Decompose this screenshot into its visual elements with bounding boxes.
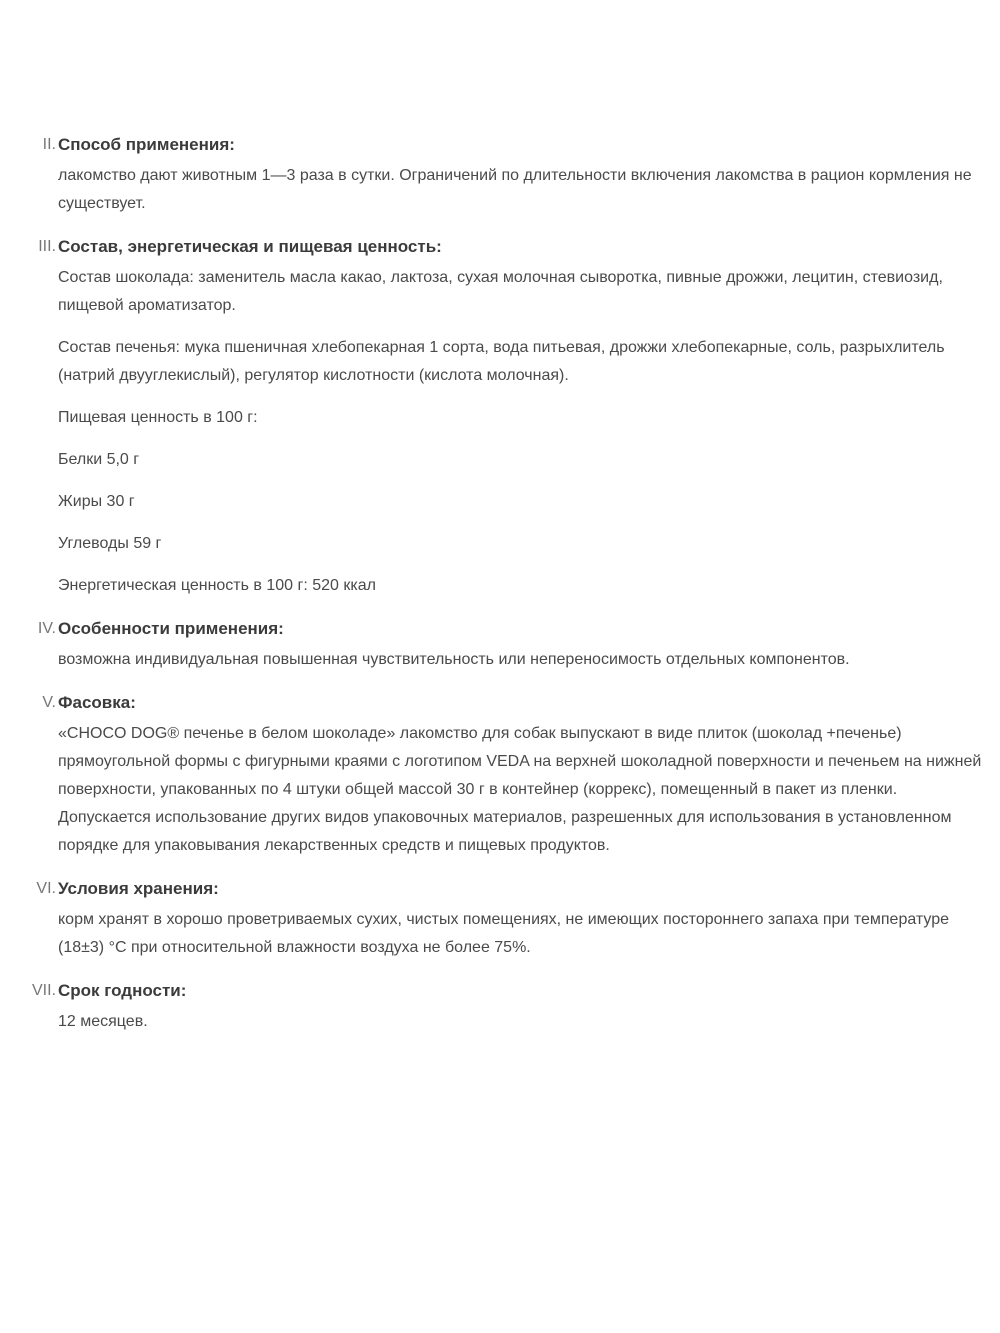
paragraph-fat: Жиры 30 г	[58, 493, 135, 510]
section-numeral: V .	[42, 686, 56, 720]
section-numeral: II .	[43, 128, 56, 162]
paragraph-carbohydrates: Углеводы 59 г	[58, 535, 162, 552]
section-packaging	[0, 686, 1000, 860]
section-usage-notes	[0, 612, 1000, 674]
section-heading	[0, 612, 1000, 646]
paragraph: лакомство дают животным 1—3 раза в сутки. Ограничений по длительности включения лакомства в рацион кормления не существует.	[58, 167, 972, 212]
paragraph-cookie-composition: Состав печенья: мука пшеничная хлебопекарная 1 сорта, вода питьевая, дрожжи хлебопекарные, соль, разрыхлитель (натрий двууглекислый), регулятор кислотности (кислота молочная).	[58, 339, 945, 384]
section-heading	[0, 128, 1000, 162]
section-numeral: VI .	[36, 872, 56, 906]
section-usage	[0, 128, 1000, 218]
section-heading	[0, 230, 1000, 264]
paragraph-nutrition-header: Пищевая ценность в 100 г:	[58, 409, 258, 426]
paragraph: «CHOCO DOG® печенье в белом шоколаде» лакомство для собак выпускают в виде плиток (шоколад +печенье) прямоугольной формы с фигурными краями с логотипом VEDA на верхней шоколадной поверхности и печеньем на нижней поверхности, упакованных по 4 штуки общей массой 30 г в контейнер (коррекс), помещенный в пакет из пленки. Допускается использование других видов упаковочных материалов, разрешенных для использования в установленном порядке для упаковывания лекарственных средств и пищевых продуктов.	[58, 725, 982, 854]
paragraph-energy: Энергетическая ценность в 100 г: 520 ккал	[58, 577, 376, 594]
section-title: Способ применения:	[58, 135, 235, 154]
paragraph: корм хранят в хорошо проветриваемых сухих, чистых помещениях, не имеющих постороннего запаха при температуре (18±3) °С при относительной влажности воздуха не более 75%.	[58, 911, 950, 956]
section-heading	[0, 872, 1000, 906]
section-storage	[0, 872, 1000, 962]
section-title: Особенности применения:	[58, 619, 284, 638]
section-shelf-life	[0, 974, 1000, 1036]
section-title: Состав, энергетическая и пищевая ценность:	[58, 237, 442, 256]
section-numeral: III .	[38, 230, 56, 264]
section-title: Срок годности:	[58, 981, 187, 1000]
section-heading	[0, 686, 1000, 720]
section-heading	[0, 974, 1000, 1008]
section-title: Условия хранения:	[58, 879, 219, 898]
paragraph: возможна индивидуальная повышенная чувствительность или непереносимость отдельных компонентов.	[58, 651, 850, 668]
section-composition	[0, 230, 1000, 600]
paragraph-chocolate-composition: Состав шоколада: заменитель масла какао, лактоза, сухая молочная сыворотка, пивные дрожжи, лецитин, стевиозид, пищевой ароматизатор.	[58, 269, 943, 314]
instruction-document	[0, 128, 1000, 1036]
section-numeral: IV .	[38, 612, 56, 646]
paragraph-protein: Белки 5,0 г	[58, 451, 140, 468]
paragraph: 12 месяцев.	[58, 1013, 148, 1030]
section-title: Фасовка:	[58, 693, 136, 712]
section-numeral: VII .	[32, 974, 56, 1008]
